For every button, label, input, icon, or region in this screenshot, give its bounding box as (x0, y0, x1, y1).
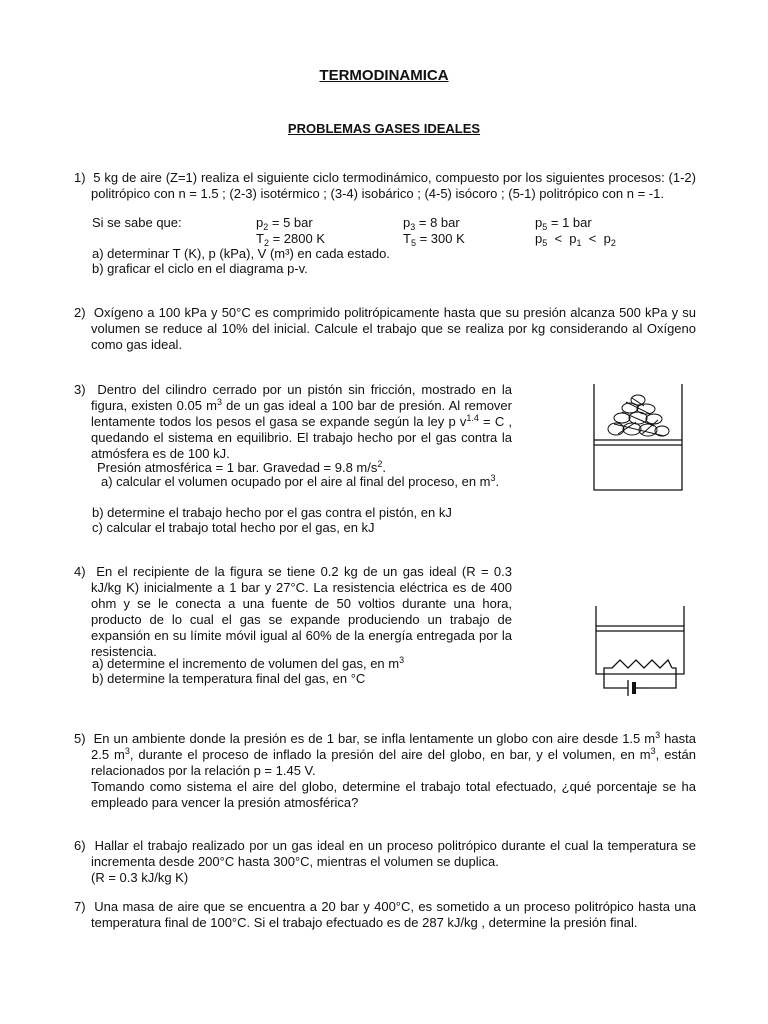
problem-3-part-b: b) determine el trabajo hecho por el gas contra el pistón, en kJ (92, 505, 452, 520)
battery-icon (628, 680, 642, 696)
wire-left (604, 668, 628, 688)
problem-5-number: 5) (74, 731, 86, 746)
page-subtitle: PROBLEMAS GASES IDEALES (287, 121, 481, 136)
problem-1-text: 5 kg de aire (Z=1) realiza el siguiente ciclo termodinámico, compuesto por los siguientes procesos: (1-2) politrópico con n = 1.5 ; (2-3) isotérmico ; (3-4) isobárico ; (4-5) isócoro ; (5-1) politrópico con n = -1. (91, 170, 696, 201)
given-p5: $p_5 = 1$ bar (535, 215, 592, 232)
problem-6 (74, 838, 696, 886)
given-pressure-order: $p_5 < p_1 < p_2$ (535, 231, 616, 248)
given-p2: $p_2 = 5$ bar (256, 215, 313, 232)
vessel-resistor-figure (594, 606, 686, 702)
given-p3: $p_3 = 8$ bar (403, 215, 460, 232)
problem-5-question: Tomando como sistema el aire del globo, determine el trabajo total efectuado, ¿qué porcentaje se ha empleado para vencer la presión atmosférica? (91, 779, 696, 810)
problem-1-statement (74, 170, 696, 202)
problem-1-given-label: Si se sabe que: (92, 215, 182, 230)
given-T2: $T_2 = 2800$ K (256, 231, 325, 248)
given-T5: $T_5 = 300$ K (403, 231, 465, 248)
problem-3-number: 3) (74, 382, 86, 397)
problem-5: 5) En un ambiente donde la presión es de 1 bar, se infla lentamente un globo con aire desde 1.5 $m^3$ hasta 2.5 $m^3$, durante el proceso de inflado la presión del aire del globo, en bar, y el volumen, en $m^3$, están relacionados por la relación p = 1.45 V. Tomando como sistema el aire del globo, determine el trabajo total efectuado, ¿qué porcentaje se ha empleado para vencer la presión atmosférica? (74, 730, 696, 810)
problem-4-number: 4) (74, 564, 86, 579)
problem-4 (74, 564, 512, 660)
problem-4-text: En el recipiente de la figura se tiene 0.2 kg de un gas ideal (R = 0.3 kJ/kg K) inicialmente a 1 bar y 27°C. La resistencia eléctrica es de 400 ohm y se le conecta a una fuente de 50 voltios durante una hora, producto de lo cual el gas se expande produciendo un trabajo de expansión en su límite móvil igual al 60% de la energía entregada por la resistencia. (91, 564, 512, 659)
wire-right (642, 668, 676, 688)
cylinder-walls (594, 384, 682, 490)
problem-3-part-a: a) calcular el volumen ocupado por el aire al final del proceso, en $m^3$. (101, 473, 500, 489)
problem-3-conditions: Presión atmosférica = 1 bar. Gravedad = 9.8 $m/s^2$. (97, 459, 387, 475)
problem-1 (74, 170, 696, 202)
problem-1-part-b: b) graficar el ciclo en el diagrama p-v. (92, 261, 308, 276)
problem-3-part-c: c) calcular el trabajo total hecho por el gas, en kJ (92, 520, 375, 535)
problem-6-text: Hallar el trabajo realizado por un gas ideal en un proceso politrópico durante el cual la temperatura se incrementa desde 200°C hasta 300°C, mientras el volumen se duplica. (91, 838, 696, 869)
problem-7 (74, 899, 696, 931)
problem-6-note: (R = 0.3 kJ/kg K) (91, 870, 189, 885)
problem-1-number: 1) (74, 170, 86, 185)
problem-7-number: 7) (74, 899, 86, 914)
problem-2 (74, 305, 696, 353)
problem-4-part-a: a) determine el incremento de volumen del gas, en $m^3$ (92, 655, 405, 671)
problem-1-part-a: a) determinar T (K), p (kPa), V (m³) en cada estado. (92, 246, 390, 261)
cylinder-piston-figure (592, 384, 684, 494)
weights-pile (608, 395, 669, 436)
problem-6-number: 6) (74, 838, 86, 853)
problem-2-number: 2) (74, 305, 86, 320)
page-title: TERMODINAMICA (319, 67, 449, 84)
problem-7-text: Una masa de aire que se encuentra a 20 bar y 400°C, es sometido a un proceso politrópico hasta una temperatura final de 100°C. Si el trabajo efectuado es de 287 kJ/kg , determine la presión final. (91, 899, 696, 930)
problem-4-part-b: b) determine la temperatura final del gas, en °C (92, 671, 366, 686)
problem-3: 3) Dentro del cilindro cerrado por un pistón sin fricción, mostrado en la figura, existen 0.05 $m^3$ de un gas ideal a 100 bar de presión. Al remover lentamente todos los pesos el gasa se expande según la ley p $v^{1.4} = C$ , quedando el sistema en equilibrio. El trabajo hecho por el gas contra la atmósfera es de 100 kJ. (74, 382, 512, 461)
problem-2-text: Oxígeno a 100 kPa y 50°C es comprimido politrópicamente hasta que su presión alcanza 500 kPa y su volumen se reduce al 10% del inicial. Calcule el trabajo que se realiza por kg considerando al Oxígeno como gas ideal. (91, 305, 697, 352)
resistor-zigzag (608, 660, 672, 668)
